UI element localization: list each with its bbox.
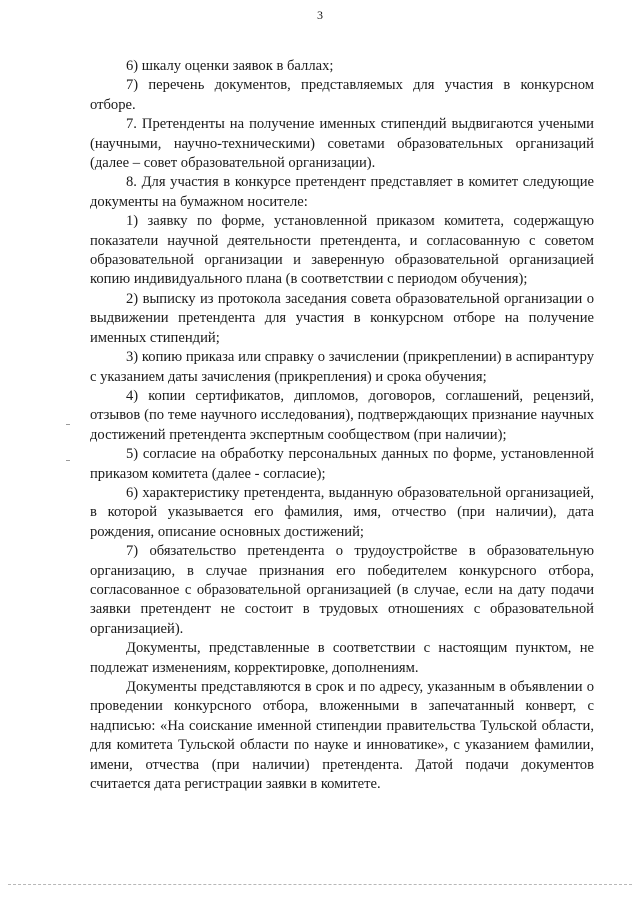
paragraph: 1) заявку по форме, установленной приказом комитета, содержащую показатели научной деятельности претендента, и согласованную с советом образовательной организации и заверенную образовательной организацией копию индивидуального плана (в соответствии с периодом обучения);	[90, 213, 594, 288]
paragraph: Документы, представленные в соответствии с настоящим пунктом, не подлежат изменениям, корректировке, дополнениям.	[90, 640, 594, 676]
paragraph: 3) копию приказа или справку о зачислении (прикреплении) в аспирантуру с указанием даты зачисления (прикрепления) и срока обучения;	[90, 349, 594, 385]
paragraph: 7. Претенденты на получение именных стипендий выдвигаются учеными (научными, научно-техническими) советами образовательных организаций (далее – совет образовательной организации).	[90, 116, 594, 172]
scan-margin-mark	[66, 424, 70, 425]
paragraph: 2) выписку из протокола заседания совета образовательной организации о выдвижении претендента для участия в конкурсном отборе на получение именных стипендий;	[90, 290, 594, 346]
page-number: 3	[317, 8, 323, 22]
paragraph: 6) характеристику претендента, выданную образовательной организацией, в которой указывается его фамилия, имя, отчество (при наличии), дата рождения, описание основных достижений;	[90, 484, 594, 540]
paragraph: Документы представляются в срок и по адресу, указанным в объявлении о проведении конкурсного отбора, вложенными в запечатанный конверт, с надписью: «На соискание именной стипендии правительства Тульской области, для комитета Тульской области по науке и инноватике», с указанием фамилии, имени, отчества (при наличии) претендента. Датой подачи документов считается дата регистрации заявки в комитете.	[90, 679, 594, 793]
paragraph: 5) согласие на обработку персональных данных по форме, установленной приказом комитета (далее - согласие);	[90, 446, 594, 482]
paragraph: 7) обязательство претендента о трудоустройстве в образовательную организацию, в случае признания его победителем конкурсного отбора, согласованное с образовательной организацией (в случае, если на дату подачи заявки претендент не состоит в трудовых отношениях с образовательной организацией).	[90, 543, 594, 637]
document-body	[90, 57, 594, 794]
paragraph: 6) шкалу оценки заявок в баллах;	[126, 58, 334, 74]
scan-margin-mark	[66, 460, 70, 461]
paragraph: 7) перечень документов, представляемых для участия в конкурсном отборе.	[90, 77, 594, 113]
scan-bottom-edge	[8, 884, 632, 885]
paragraph: 8. Для участия в конкурсе претендент представляет в комитет следующие документы на бумажном носителе:	[90, 174, 594, 210]
paragraph: 4) копии сертификатов, дипломов, договоров, соглашений, рецензий, отзывов (по теме научного исследования), подтверждающих признание научных достижений претендента экспертным сообществом (при наличии);	[90, 387, 594, 443]
